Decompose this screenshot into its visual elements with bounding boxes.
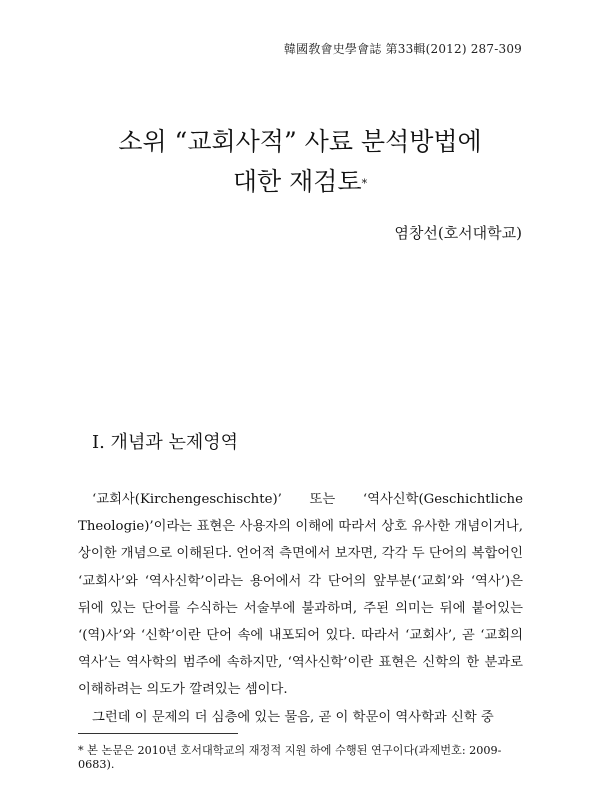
article-title (0, 122, 600, 202)
running-header: 韓國敎會史學會誌 第33輯(2012) 287-309 (283, 42, 522, 56)
section-heading: Ⅰ. 개념과 논제영역 (92, 432, 238, 453)
footnote (78, 742, 523, 771)
title-line-2 (0, 162, 600, 202)
paragraph: 그런데 이 문제의 더 심층에 있는 물음, 곧 이 학문이 역사학과 신학 중 (92, 709, 494, 725)
paragraph: ‘교회사(Kirchengeschischte)’ 또는 ‘역사신학(Geschichtliche Theologie)’이라는 표현은 사용자의 이해에 따라서 상호 유사한 개념이거나, 상이한 개념으로 이해된다. 언어적 측면에서 보자면, 각각 두 단어의 복합어인 ‘교회사’와 ‘역사신학’이라는 용어에서 각 단어의 앞부분(‘교회’와 ‘역사’)은 뒤에 있는 단어를 수식하는 서술부에 불과하며, 주된 의미는 뒤에 붙어있는 ‘(역)사’와 ‘신학’이란 단어 속에 내포되어 있다. 따라서 ‘교회사’, 곧 ‘교회의 역사’는 역사학의 범주에 속하지만, ‘역사신학’이란 표현은 신학의 한 분과로 이해하려는 의도가 깔려있는 셈이다. (78, 492, 523, 698)
footnote-marker: * (78, 744, 84, 757)
body-text (78, 486, 523, 731)
title-line-2-text: 대한 재검토 (232, 167, 362, 196)
footnote-text: 본 논문은 2010년 호서대학교의 재정적 지원 하에 수행된 연구이다(과제번호: 2009-0683). (78, 744, 502, 771)
title-footnote-marker: * (361, 177, 368, 190)
title-line-1: 소위 “교회사적” 사료 분석방법에 (118, 127, 482, 156)
footnote-divider (78, 733, 238, 734)
author-affiliation: 염창선(호서대학교) (394, 224, 522, 242)
